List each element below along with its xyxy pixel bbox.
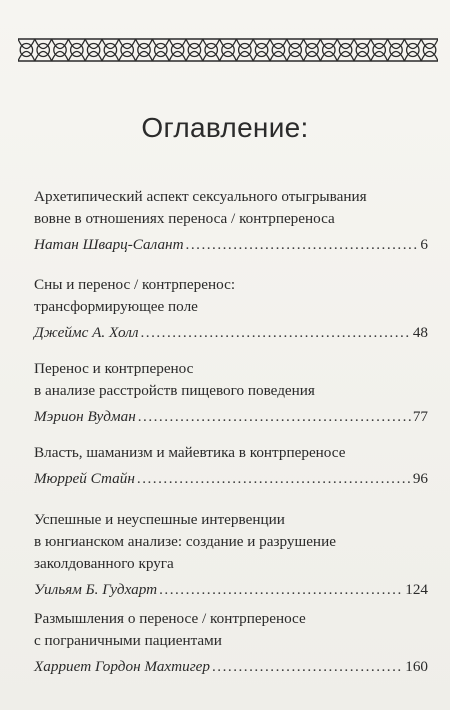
entry-author: Натан Шварц-Салант <box>34 236 184 253</box>
entry-title-line: Размышления о переносе / контрпереносе <box>34 610 306 627</box>
decorative-ornament-border <box>18 36 438 64</box>
toc-entry[interactable] <box>34 274 428 344</box>
dot-leader <box>137 468 411 490</box>
toc-title: Оглавление: <box>141 112 309 143</box>
entry-page-number: 124 <box>405 581 428 598</box>
dot-leader <box>186 234 419 256</box>
entry-author-row <box>34 406 428 428</box>
entry-title-line: вовне в отношениях переноса / контрпереноса <box>34 210 335 227</box>
entry-title-line: Перенос и контрперенос <box>34 360 194 377</box>
entry-page-number: 96 <box>412 470 428 487</box>
dot-leader <box>138 406 411 428</box>
entry-title-line: Архетипический аспект сексуального отыгрывания <box>34 188 367 205</box>
dot-leader <box>140 322 410 344</box>
entry-author: Джеймс А. Холл <box>34 324 139 341</box>
entry-page-number: 77 <box>412 408 428 425</box>
toc-entry[interactable] <box>34 442 428 490</box>
entry-author-row <box>34 234 428 256</box>
entry-title-line: с пограничными пациентами <box>34 632 222 649</box>
toc-entry[interactable] <box>34 509 428 601</box>
entry-title-line: Успешные и неуспешные интервенции <box>34 511 285 528</box>
entry-author-row <box>34 468 428 490</box>
entry-title-line: Сны и перенос / контрперенос: <box>34 276 236 293</box>
entry-author: Уильям Б. Гудхарт <box>34 581 158 598</box>
entry-title-line: в анализе расстройств пищевого поведения <box>34 382 315 399</box>
entry-author-row <box>34 322 428 344</box>
entry-title-line: заколдованного круга <box>34 555 174 572</box>
entry-author: Мюррей Стайн <box>34 470 135 487</box>
toc-entry[interactable] <box>34 608 428 678</box>
entry-page-number: 48 <box>412 324 428 341</box>
entry-author-row <box>34 579 428 601</box>
entry-page-number: 160 <box>405 658 428 675</box>
entry-author: Мэрион Вудман <box>34 408 136 425</box>
toc-entry[interactable] <box>34 186 428 256</box>
entry-title-line: Власть, шаманизм и майевтика в контрпереносе <box>34 444 346 461</box>
dot-leader <box>212 656 403 678</box>
entry-author: Харриет Гордон Махтигер <box>34 658 210 675</box>
dot-leader <box>159 579 403 601</box>
toc-entry[interactable] <box>34 358 428 428</box>
entry-page-number: 6 <box>420 236 428 253</box>
entry-title-line: трансформирующее поле <box>34 298 198 315</box>
entry-author-row <box>34 656 428 678</box>
entry-title-line: в юнгианском анализе: создание и разрушение <box>34 533 336 550</box>
